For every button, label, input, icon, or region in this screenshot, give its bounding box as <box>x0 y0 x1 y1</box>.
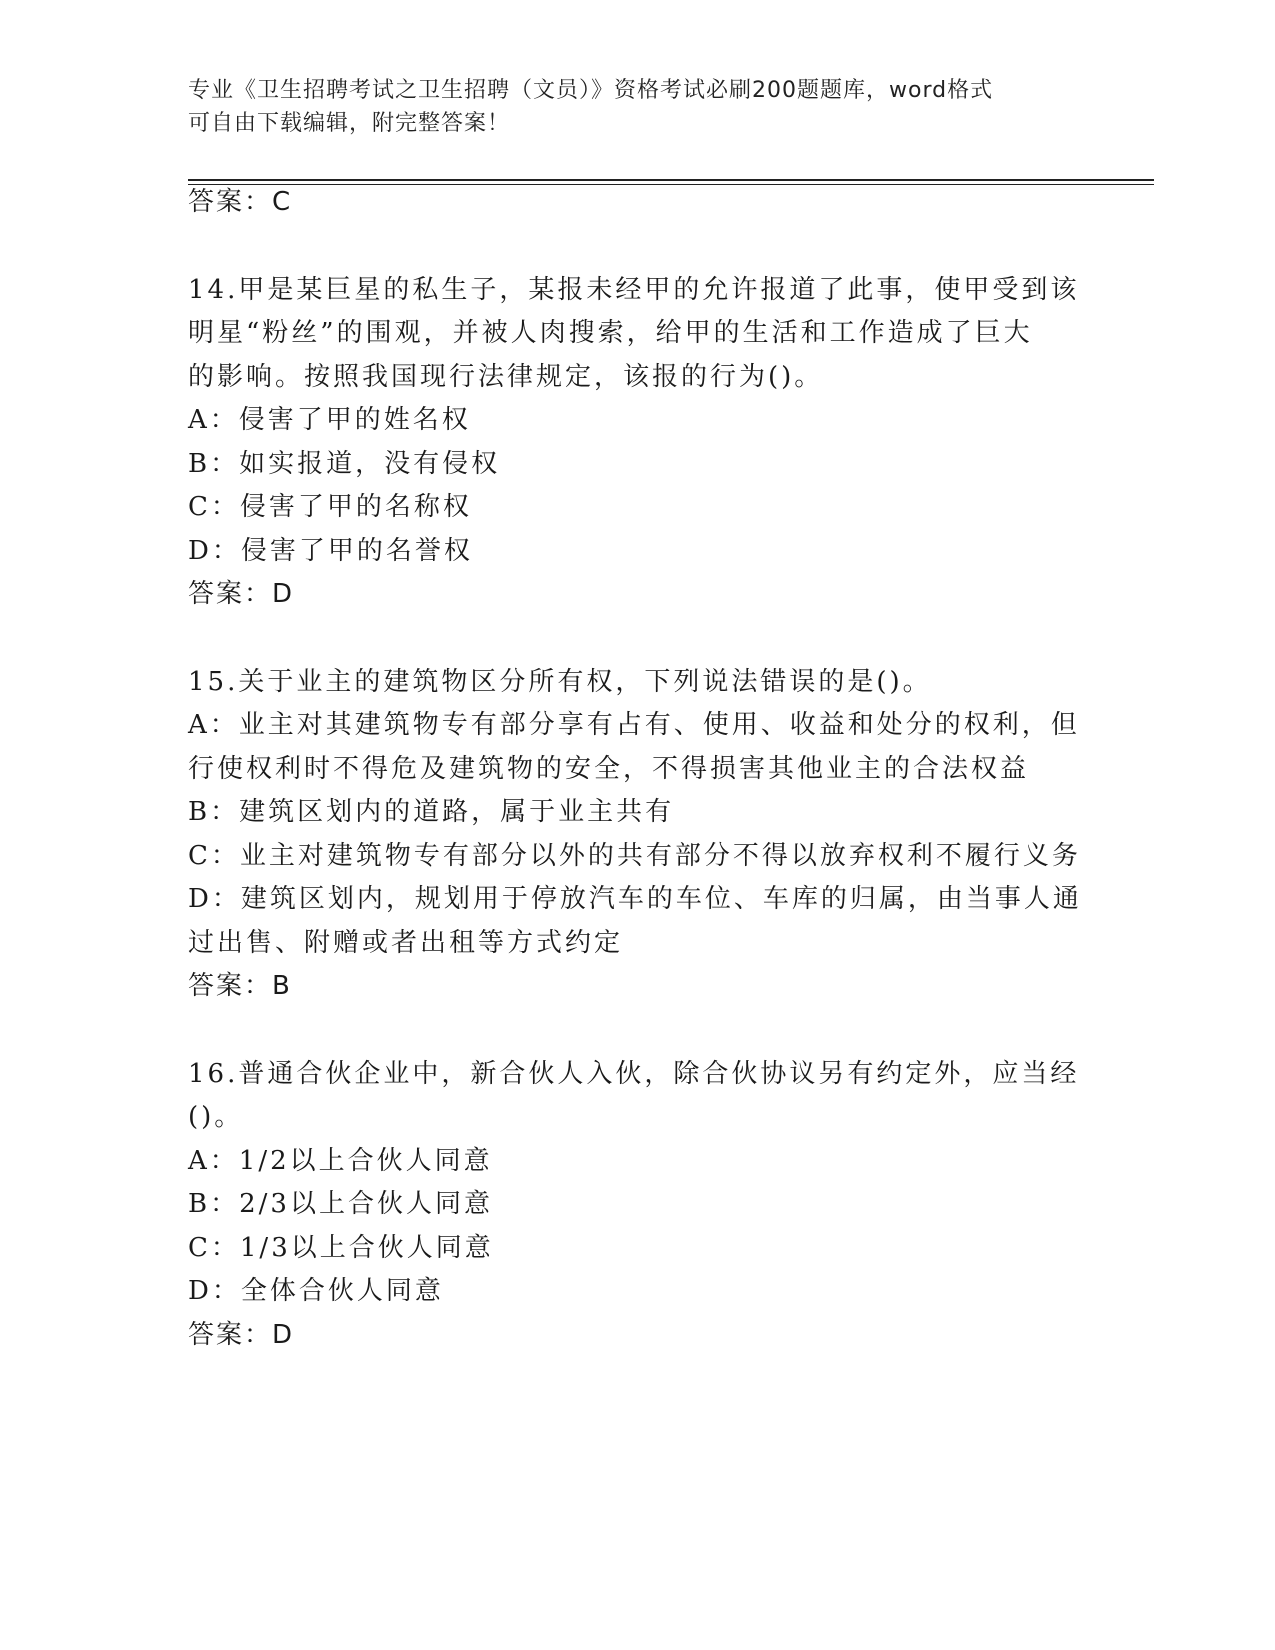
header-line-2: 可自由下载编辑，附完整答案！ <box>188 111 511 136</box>
q16-option-a: A：1/2以上合伙人同意 <box>188 1146 493 1176</box>
q15-option-d-line-2: 过出售、附赠或者出租等方式约定 <box>188 928 624 958</box>
q15-option-b: B：建筑区划内的道路，属于业主共有 <box>188 797 675 827</box>
q15-option-c: C：业主对建筑物专有部分以外的共有部分不得以放弃权利不履行义务 <box>188 841 1081 871</box>
q16-stem-line-1: 16.普通合伙企业中，新合伙人入伙，除合伙协议另有约定外，应当经 <box>188 1059 1080 1089</box>
q14-stem-line-1: 14.甲是某巨星的私生子，某报未经甲的允许报道了此事，使甲受到该 <box>188 275 1080 305</box>
q15-answer: 答案：B <box>188 971 292 1001</box>
q14-stem-line-3: 的影响。按照我国现行法律规定，该报的行为()。 <box>188 362 824 392</box>
header-line-1: 专业《卫生招聘考试之卫生招聘（文员）》资格考试必刷200题题库，word格式 <box>188 78 994 103</box>
q14-stem-line-2: 明星“粉丝”的围观，并被人肉搜索，给甲的生活和工作造成了巨大 <box>188 318 1033 348</box>
q15-option-a-line-2: 行使权利时不得危及建筑物的安全，不得损害其他业主的合法权益 <box>188 754 1030 784</box>
q16-option-b: B：2/3以上合伙人同意 <box>188 1189 493 1219</box>
header-rule-thin <box>188 184 1154 185</box>
q15-option-a-line-1: A：业主对其建筑物专有部分享有占有、使用、收益和处分的权利，但 <box>188 710 1080 740</box>
q14-option-d: D：侵害了甲的名誉权 <box>188 536 473 566</box>
header-rule-thick <box>188 179 1154 181</box>
q14-option-a: A：侵害了甲的姓名权 <box>188 405 471 435</box>
prev-answer: 答案：C <box>188 187 293 217</box>
q14-option-c: C：侵害了甲的名称权 <box>188 492 472 522</box>
q15-stem-line-1: 15.关于业主的建筑物区分所有权，下列说法错误的是()。 <box>188 667 932 697</box>
q15-option-d-line-1: D：建筑区划内，规划用于停放汽车的车位、车库的归属，由当事人通 <box>188 884 1082 914</box>
q14-answer: 答案：D <box>188 579 295 609</box>
q16-answer: 答案：D <box>188 1320 295 1350</box>
q14-option-b: B：如实报道，没有侵权 <box>188 449 501 479</box>
q16-stem-line-2: ()。 <box>188 1102 244 1132</box>
q16-option-d: D：全体合伙人同意 <box>188 1276 444 1306</box>
q16-option-c: C：1/3以上合伙人同意 <box>188 1233 494 1263</box>
page-header <box>188 74 1088 140</box>
